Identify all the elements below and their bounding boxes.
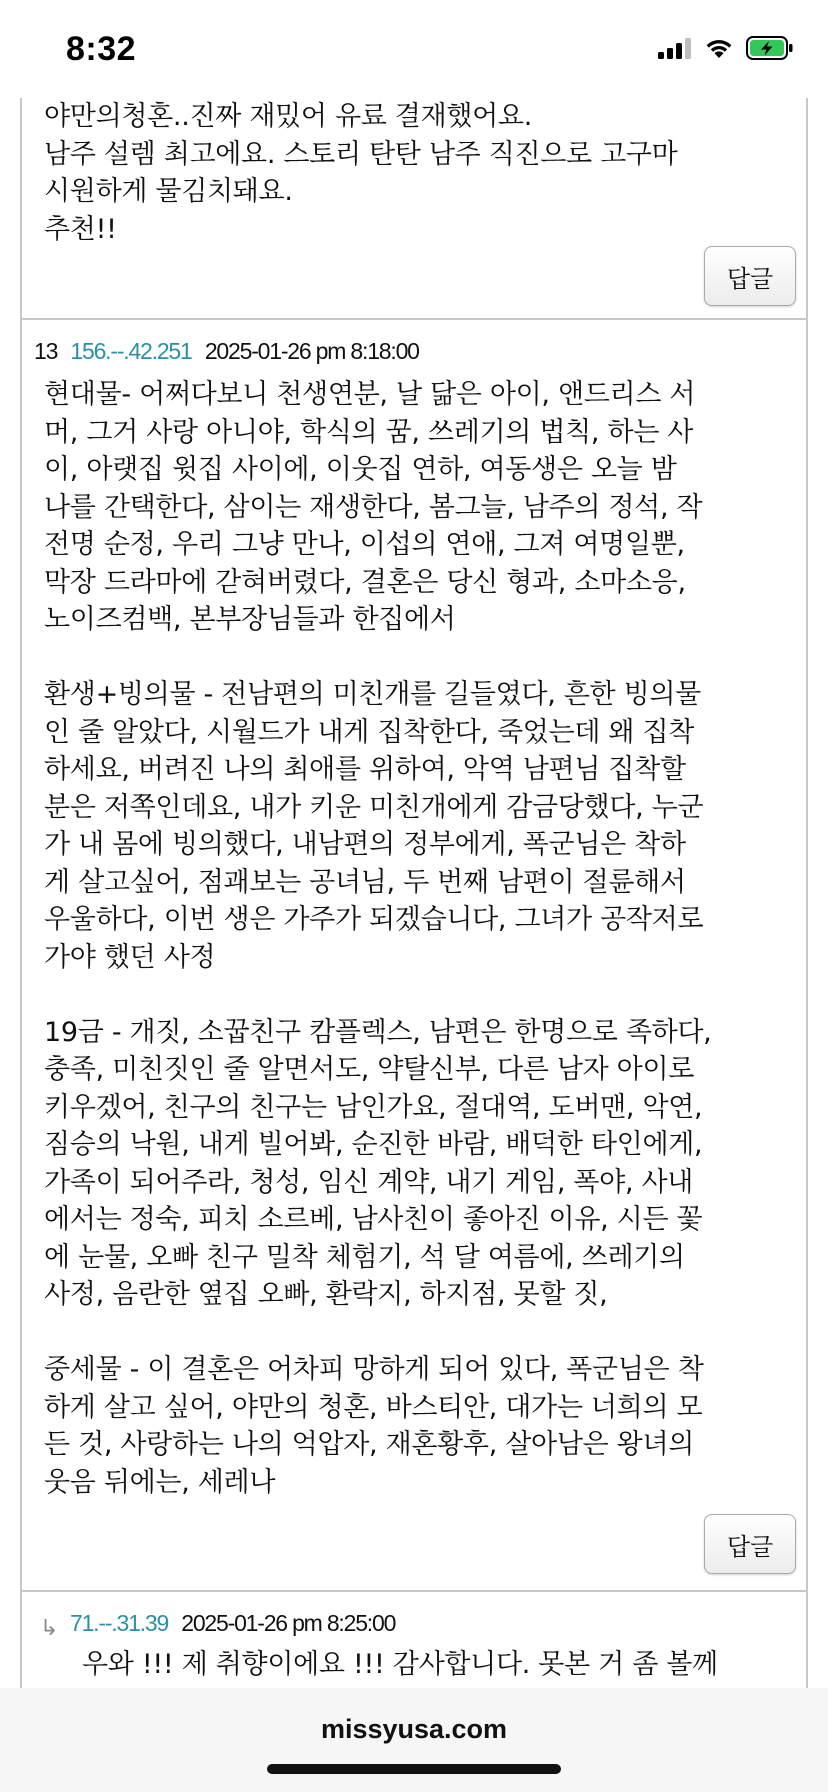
comment-date: 2025-01-26 pm 8:18:00	[204, 338, 419, 364]
status-bar	[0, 0, 828, 98]
wifi-icon	[704, 37, 734, 59]
battery-charging-icon	[746, 36, 794, 60]
reply-button[interactable]: 답글	[704, 246, 796, 306]
comment-list	[20, 98, 808, 1688]
comment-ip[interactable]: 71.--.31.39	[70, 1610, 169, 1636]
home-indicator[interactable]	[267, 1764, 561, 1774]
url-domain[interactable]: missyusa.com	[320, 1714, 508, 1744]
reply-button[interactable]: 답글	[704, 1514, 796, 1574]
reply-arrow-icon: ↳	[40, 1616, 59, 1641]
status-icons	[658, 36, 794, 60]
comment-body: 우와 !!! 제 취향이에요 !!! 감사합니다. 못본 거 좀 볼께	[82, 1649, 718, 1680]
comment-item	[22, 320, 806, 1592]
comment-body: 현대물- 어쩌다보니 천생연분, 날 닮은 아이, 앤드리스 서 머, 그거 사랑 아니야, 학식의 꿈, 쓰레기의 법칙, 하는 사 이, 아랫집 윗집 사이에, 이웃집 연하, 여동생은 오늘 밤 나를 간택한다, 삼이는 재생한다, 봄그늘, 남주의 정석, 작 전명 순정, 우리 그냥 만나, 이섭의 연애, 그져 여명일뿐, 막장 드라마에 갇혀버렸다, 결혼은 당신 형과, 소마소응, 노이즈컴백, 본부장님들과 한집에서 환생+빙의물 - 전남편의 미친개를 길들였다, 흔한 빙의물 인 줄 알았다, 시월드가 내게 집착한다, 죽었는데 왜 집착 하세요, 버려진 나의 최애를 위하여, 악역 남편님 집착할 분은 저쪽인데요, 내가 키운 미친개에게 감금당했다, 누군 가 내 몸에 빙의했다, 내남편의 정부에게, 폭군님은 착하 게 살고싶어, 점괘보는 공녀님, 두 번째 남편이 절륜해서 우울하다, 이번 생은 가주가 되겠습니다, 그녀가 공작저로 가야 했던 사정 19금 - 개짓, 소꿉친구 캄플렉스, 남편은 한명으로 족하다, 충족, 미친짓인 줄 알면서도, 약탈신부, 다른 남자 아이로 키우겠어, 친구의 친구는 남인가요, 절대역, 도버맨, 악연, 짐승의 낙원, 내게 빌어봐, 순진한 바람, 배덕한 타인에게, 가족이 되어주라, 청성, 임신 계약, 내기 게임, 폭야, 사내 에서는 정숙, 피치 소르베, 남사친이 좋아진 이유, 시든 꽃 에 눈물, 오빠 친구 밀착 체험기, 석 달 여름에, 쓰레기의 사정, 음란한 옆집 오빠, 환락지, 하지점, 못할 짓, 중세물 - 이 결혼은 어차피 망하게 되어 있다, 폭군님은 착 하게 살고 싶어, 야만의 청혼, 바스티안, 대가는 너희의 모 든 것, 사랑하는 나의 억압자, 재혼황후, 살아남은 왕녀의 웃음 뒤에는, 세레나	[44, 379, 712, 1498]
status-time: 8:32	[66, 30, 137, 68]
browser-address-bar[interactable]	[0, 1688, 828, 1792]
comment-date: 2025-01-26 pm 8:25:00	[181, 1610, 396, 1636]
comment-number: 13	[34, 338, 58, 364]
comment-header	[70, 1610, 395, 1637]
comment-header	[34, 338, 419, 365]
comment-ip[interactable]: 156.--.42.251	[70, 338, 192, 364]
cellular-signal-icon	[658, 37, 692, 59]
comment-body: 야만의청혼..진짜 재밌어 유료 결재했어요. 남주 설렘 최고에요. 스토리 탄탄 남주 직진으로 고구마 시원하게 물김치돼요. 추천!!	[44, 101, 678, 245]
reply-comment-item	[22, 1592, 806, 1688]
comment-item	[22, 98, 806, 320]
